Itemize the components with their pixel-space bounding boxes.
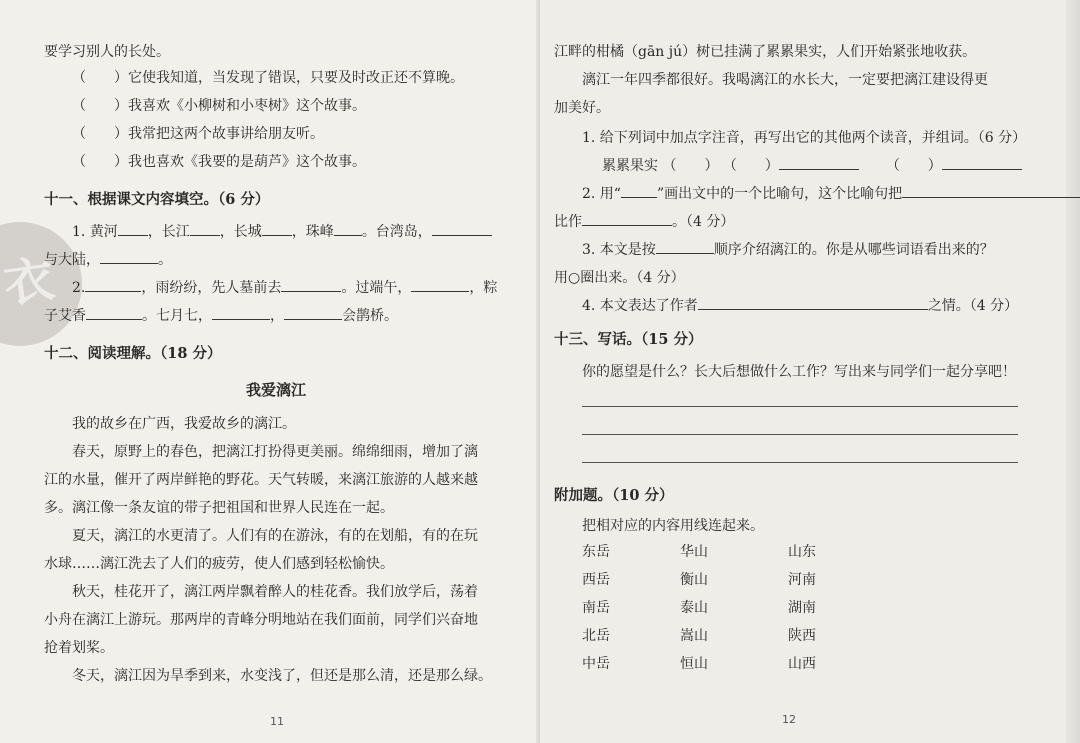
match-item[interactable]: 衡山 <box>680 572 708 588</box>
writing-prompt: 你的愿望是什么？长大后想做什么工作？写出来与同学们一起分享吧！ <box>582 364 1016 380</box>
match-item[interactable]: 中岳 <box>582 656 610 672</box>
q1-part-2: ，长江 <box>147 224 190 240</box>
question-3-line-1 <box>582 236 994 264</box>
word-blank[interactable] <box>942 153 1022 170</box>
passage-line: 漓江一年四季都很好。我喝漓江的水长大，一定要把漓江建设得更 <box>582 72 988 88</box>
match-item[interactable]: 南岳 <box>582 600 610 616</box>
page-number-right: 12 <box>782 713 796 726</box>
question-1-text: 1. 给下列词中加点字注音，再写出它的其他两个读音，并组词。（6 分） <box>582 130 1027 146</box>
statement-1: （ ）它使我知道，当发现了错误，只要及时改正还不算晚。 <box>72 70 464 86</box>
q1-part-7: 。 <box>158 252 172 268</box>
q1-label: 1. <box>72 224 86 240</box>
fill-question-2 <box>72 274 497 302</box>
passage-line: 秋天，桂花开了，漓江两岸飘着醉人的桂花香。我们放学后，荡着 <box>72 584 478 600</box>
fill-blank[interactable] <box>902 181 1080 198</box>
fill-blank[interactable] <box>86 303 142 320</box>
fill-blank[interactable] <box>284 303 342 320</box>
q3-text-b: 顺序介绍漓江的。你是从哪些词语看出来的？ <box>713 242 994 258</box>
bonus-instruction: 把相对应的内容用线连起来。 <box>582 518 764 534</box>
q1-part-5: 。台湾岛， <box>361 224 432 240</box>
passage-line: 小舟在漓江上游玩。那两岸的青峰分明地站在我们面前，同学们兴奋地 <box>44 612 478 628</box>
fill-blank[interactable] <box>118 219 148 236</box>
question-3-line-2: 用○圈出来。（4 分） <box>554 270 685 286</box>
q1-part-1: 黄河 <box>89 224 118 240</box>
match-item[interactable]: 河南 <box>788 572 816 588</box>
match-item[interactable]: 嵩山 <box>680 628 708 644</box>
match-item[interactable]: 湖南 <box>788 600 816 616</box>
right-page <box>540 0 1080 743</box>
bonus-heading: 附加题。（10 分） <box>554 487 674 504</box>
passage-line: 春天，原野上的春色，把漓江打扮得更美丽。绵绵细雨，增加了漓 <box>72 444 478 460</box>
fill-blank[interactable] <box>100 247 158 264</box>
section-13-heading: 十三、写话。（15 分） <box>554 331 703 348</box>
statement-3: （ ）我常把这两个故事讲给朋友听。 <box>72 126 324 142</box>
q1-word: 累累果实 <box>602 158 658 174</box>
fill-blank[interactable] <box>411 275 469 292</box>
writing-line[interactable] <box>582 462 1018 463</box>
page-number-left: 11 <box>270 715 284 728</box>
q4-text-b: 之情。（4 分） <box>927 298 1019 314</box>
q2-text-d: 。（4 分） <box>672 214 735 230</box>
fill-blank[interactable] <box>85 275 141 292</box>
fill-blank[interactable] <box>656 237 714 254</box>
passage-line: 江畔的柑橘（gān jú）树已挂满了累累果实，人们开始紧张地收获。 <box>554 44 977 60</box>
watermark-stamp-char: 衣 <box>0 248 58 315</box>
fill-blank[interactable] <box>262 219 292 236</box>
q2-part-1: ，雨纷纷，先人墓前去 <box>141 280 282 296</box>
intro-line: 要学习别人的长处。 <box>44 44 170 60</box>
q2-part-5: 。七月七， <box>142 308 212 324</box>
pinyin-paren[interactable]: （ ） <box>722 158 779 174</box>
fill-blank[interactable] <box>190 219 220 236</box>
writing-line[interactable] <box>582 406 1018 407</box>
match-item[interactable]: 华山 <box>680 544 708 560</box>
passage-line: 夏天，漓江的水更清了。人们有的在游泳，有的在划船，有的在玩 <box>72 528 478 544</box>
passage-line: 我的故乡在广西，我爱故乡的漓江。 <box>72 416 296 432</box>
question-1-answer-row <box>602 152 1022 180</box>
fill-blank[interactable] <box>582 209 672 226</box>
q2-part-7: 会鹊桥。 <box>342 308 398 324</box>
section-11-heading: 十一、根据课文内容填空。（6 分） <box>44 191 270 208</box>
match-item[interactable]: 恒山 <box>680 656 708 672</box>
passage-line: 多。漓江像一条友谊的带子把祖国和世界人民连在一起。 <box>44 500 394 516</box>
passage-title: 我爱漓江 <box>246 381 307 399</box>
q2-text-b: ”画出文中的一个比喻句，这个比喻句把 <box>656 186 903 202</box>
q2-part-3: ，粽 <box>469 280 498 296</box>
match-item[interactable]: 西岳 <box>582 572 610 588</box>
fill-blank[interactable] <box>698 293 928 310</box>
q2-text-c: 比作 <box>554 214 582 230</box>
fill-question-1 <box>72 218 492 246</box>
passage-line: 冬天，漓江因为旱季到来，水变浅了，但还是那么清，还是那么绿。 <box>72 668 492 684</box>
passage-line: 水球……漓江洗去了人们的疲劳，使人们感到轻松愉快。 <box>44 556 394 572</box>
q2-part-4: 子艾香 <box>44 308 86 324</box>
question-2-line-1 <box>582 180 1080 208</box>
underline-sample <box>621 181 657 198</box>
question-2-line-2 <box>554 208 734 236</box>
word-blank[interactable] <box>779 153 859 170</box>
q2-part-6: ， <box>270 308 284 324</box>
passage-line: 抢着划桨。 <box>44 640 114 656</box>
q2-text-a: 2. 用“ <box>582 186 621 202</box>
fill-question-2-cont <box>44 302 398 330</box>
page-edge <box>1066 0 1080 743</box>
q2-part-2: 。过端午， <box>341 280 412 296</box>
passage-line: 江的水量，催开了两岸鲜艳的野花。天气转暖，来漓江旅游的人越来越 <box>44 472 478 488</box>
match-item[interactable]: 东岳 <box>582 544 610 560</box>
section-12-heading: 十二、阅读理解。（18 分） <box>44 345 222 362</box>
match-item[interactable]: 泰山 <box>680 600 708 616</box>
fill-blank[interactable] <box>334 219 362 236</box>
fill-blank[interactable] <box>281 275 341 292</box>
q1-part-6: 与大陆， <box>44 252 100 268</box>
q2-label: 2. <box>72 280 86 296</box>
match-item[interactable]: 北岳 <box>582 628 610 644</box>
passage-line: 加美好。 <box>554 100 610 116</box>
matching-column-mountains <box>582 538 610 678</box>
pinyin-paren[interactable]: （ ） <box>662 158 719 174</box>
question-4-line <box>582 292 1018 320</box>
matching-column-provinces <box>788 538 816 678</box>
fill-blank[interactable] <box>432 219 492 236</box>
writing-line[interactable] <box>582 434 1018 435</box>
match-item[interactable]: 山东 <box>788 544 816 560</box>
statement-2: （ ）我喜欢《小柳树和小枣树》这个故事。 <box>72 98 366 114</box>
q1-part-3: ，长城 <box>219 224 262 240</box>
fill-blank[interactable] <box>212 303 270 320</box>
pinyin-paren[interactable]: （ ） <box>885 158 942 174</box>
statement-4: （ ）我也喜欢《我要的是葫芦》这个故事。 <box>72 154 366 170</box>
matching-column-names <box>680 538 708 678</box>
q4-text-a: 4. 本文表达了作者 <box>582 298 698 314</box>
fill-question-1-cont <box>44 246 172 274</box>
match-item[interactable]: 山西 <box>788 656 816 672</box>
match-item[interactable]: 陕西 <box>788 628 816 644</box>
q3-text-a: 3. 本文是按 <box>582 242 656 258</box>
q1-part-4: ，珠峰 <box>291 224 334 240</box>
